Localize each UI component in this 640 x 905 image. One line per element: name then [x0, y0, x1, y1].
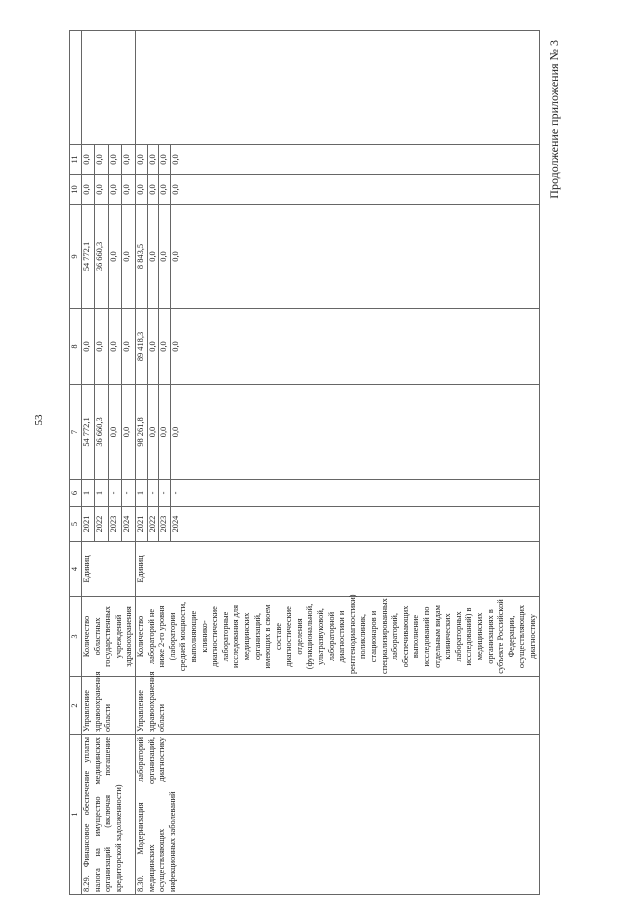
year-cell: 2024	[122, 507, 136, 542]
indicator-cell: Количество лабораторий не ниже 2-го уровня (лаборатории средней мощности, выполняющие клинико-диагностические лабораторные исследования для медицинских организаций, имеющих в своем составе диагностические отделения (функциональной, ультразвуковой, лабораторной диагностики и рентгенодиагностики) поликлиник, стационаров и специализированных лабораторий, обеспечивающих выполнение исследований по отдельным видам клинических лабораторных исследований) в медицинских организациях в субъекте Российской Федерации, осуществляющих диагностику	[135, 597, 539, 677]
value-cell: 0,0	[122, 385, 136, 480]
value-cell: 0,0	[82, 309, 95, 385]
table-row	[135, 31, 147, 895]
value-cell: 0,0	[122, 309, 136, 385]
value-cell: 0,0	[170, 385, 539, 480]
value-cell: 0,0	[108, 145, 121, 175]
header-row	[70, 31, 82, 895]
page-number: 53	[33, 414, 45, 426]
value-cell: 36 660,3	[95, 205, 108, 309]
value-cell: 1	[135, 480, 147, 507]
value-cell: 0,0	[170, 309, 539, 385]
value-cell: 1	[95, 480, 108, 507]
value-cell: 0,0	[82, 175, 95, 205]
value-cell: -	[170, 480, 539, 507]
value-cell: 0,0	[108, 205, 121, 309]
blank-cell	[135, 31, 539, 145]
value-cell: 1	[82, 480, 95, 507]
value-cell: 0,0	[147, 145, 159, 175]
col-header: 8	[70, 309, 82, 385]
executor-cell: Управление здравоохранения области	[135, 677, 539, 735]
activity-cell: 8.30. Модернизация лабораторий медицинских организаций, осуществляющих диагностику инфекционных заболеваний	[135, 735, 539, 895]
rotated-sheet	[69, 30, 581, 895]
value-cell: 0,0	[170, 145, 539, 175]
year-cell: 2023	[108, 507, 121, 542]
year-cell: 2021	[82, 507, 95, 542]
col-header: 11	[70, 145, 82, 175]
value-cell: 0,0	[108, 385, 121, 480]
year-cell: 2022	[95, 507, 108, 542]
blank-cell	[82, 31, 136, 145]
value-cell: 0,0	[95, 309, 108, 385]
value-cell: 0,0	[135, 175, 147, 205]
value-cell: 0,0	[159, 145, 171, 175]
landscape-content	[69, 30, 581, 895]
value-cell: 0,0	[135, 145, 147, 175]
col-header: 1	[70, 735, 82, 895]
value-cell: 0,0	[147, 385, 159, 480]
value-cell: 98 261,8	[135, 385, 147, 480]
value-cell: 0,0	[82, 145, 95, 175]
activity-cell: 8.29. Финансовое обеспечение уплаты налога на имущество медицинских организаций (включая погашение кредиторской задолженности)	[82, 735, 136, 895]
indicator-cell: Количество областных государственных учреждений здравоохранения	[82, 597, 136, 677]
unit-cell: Единиц	[82, 542, 136, 597]
year-cell: 2024	[170, 507, 539, 542]
col-header: 9	[70, 205, 82, 309]
value-cell: 0,0	[170, 175, 539, 205]
value-cell: 0,0	[147, 175, 159, 205]
value-cell: 0,0	[159, 309, 171, 385]
value-cell: 0,0	[95, 175, 108, 205]
value-cell: 0,0	[95, 145, 108, 175]
value-cell: -	[159, 480, 171, 507]
value-cell: 54 772,1	[82, 385, 95, 480]
value-cell: -	[147, 480, 159, 507]
value-cell: 54 772,1	[82, 205, 95, 309]
executor-cell: Управление здравоохранения области	[82, 677, 136, 735]
value-cell: -	[108, 480, 121, 507]
unit-cell: Единиц	[135, 542, 539, 597]
value-cell: -	[122, 480, 136, 507]
table-row	[82, 31, 95, 895]
appendix-caption: Продолжение приложения № 3	[547, 40, 561, 199]
blank-cell	[70, 31, 82, 145]
value-cell: 89 418,3	[135, 309, 147, 385]
program-table	[69, 30, 540, 895]
value-cell: 0,0	[147, 309, 159, 385]
year-cell: 2023	[159, 507, 171, 542]
year-cell: 2022	[147, 507, 159, 542]
col-header: 7	[70, 385, 82, 480]
value-cell: 0,0	[159, 205, 171, 309]
value-cell: 0,0	[122, 145, 136, 175]
col-header: 4	[70, 542, 82, 597]
value-cell: 0,0	[147, 205, 159, 309]
value-cell: 0,0	[108, 309, 121, 385]
value-cell: 0,0	[159, 175, 171, 205]
col-header: 2	[70, 677, 82, 735]
year-cell: 2021	[135, 507, 147, 542]
value-cell: 0,0	[159, 385, 171, 480]
value-cell: 36 660,3	[95, 385, 108, 480]
value-cell: 0,0	[170, 205, 539, 309]
col-header: 3	[70, 597, 82, 677]
col-header: 6	[70, 480, 82, 507]
value-cell: 0,0	[122, 205, 136, 309]
value-cell: 8 843,5	[135, 205, 147, 309]
value-cell: 0,0	[108, 175, 121, 205]
col-header: 10	[70, 175, 82, 205]
value-cell: 0,0	[122, 175, 136, 205]
col-header: 5	[70, 507, 82, 542]
